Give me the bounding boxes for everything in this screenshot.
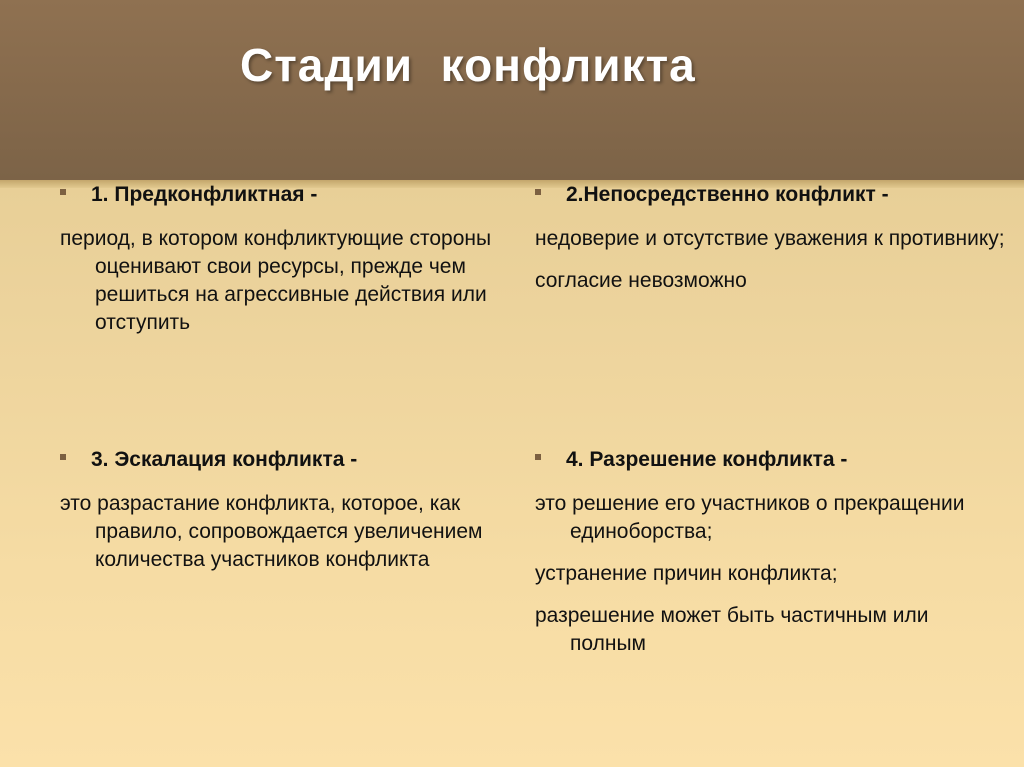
- square-bullet-icon: [535, 189, 541, 195]
- stage-escalation: [60, 448, 500, 574]
- stage-heading: [60, 183, 500, 207]
- stage-description: период, в котором конфликтующие стороны оценивают свои ресурсы, прежде чем решиться на агрессивные действия или отступить: [60, 227, 492, 334]
- stage-description: разрешение может быть частичным или полным: [535, 604, 929, 655]
- stage-heading-text: 2.Непосредственно конфликт -: [566, 183, 889, 206]
- slide-title: Стадии конфликта: [240, 39, 696, 91]
- stage-heading-text: 1. Предконфликтная -: [91, 183, 318, 206]
- stage-description: недоверие и отсутствие уважения к противнику;: [535, 227, 1005, 250]
- stage-description: это разрастание конфликта, которое, как правило, сопровождается увеличением количества участников конфликта: [60, 492, 483, 571]
- stage-resolution: [535, 448, 1005, 658]
- stage-preconflict: [60, 183, 500, 337]
- stage-heading: [535, 183, 1005, 207]
- stage-heading: [535, 448, 1005, 472]
- stage-direct-conflict: [535, 183, 1005, 295]
- stage-description: устранение причин конфликта;: [535, 562, 838, 585]
- square-bullet-icon: [60, 454, 66, 460]
- title-bar: [0, 0, 1024, 180]
- square-bullet-icon: [535, 454, 541, 460]
- square-bullet-icon: [60, 189, 66, 195]
- stage-heading-text: 3. Эскалация конфликта -: [91, 448, 358, 471]
- stage-heading-text: 4. Разрешение конфликта -: [566, 448, 848, 471]
- stage-description: согласие невозможно: [535, 269, 747, 292]
- stage-heading: [60, 448, 500, 472]
- stage-description: это решение его участников о прекращении единоборства;: [535, 492, 965, 543]
